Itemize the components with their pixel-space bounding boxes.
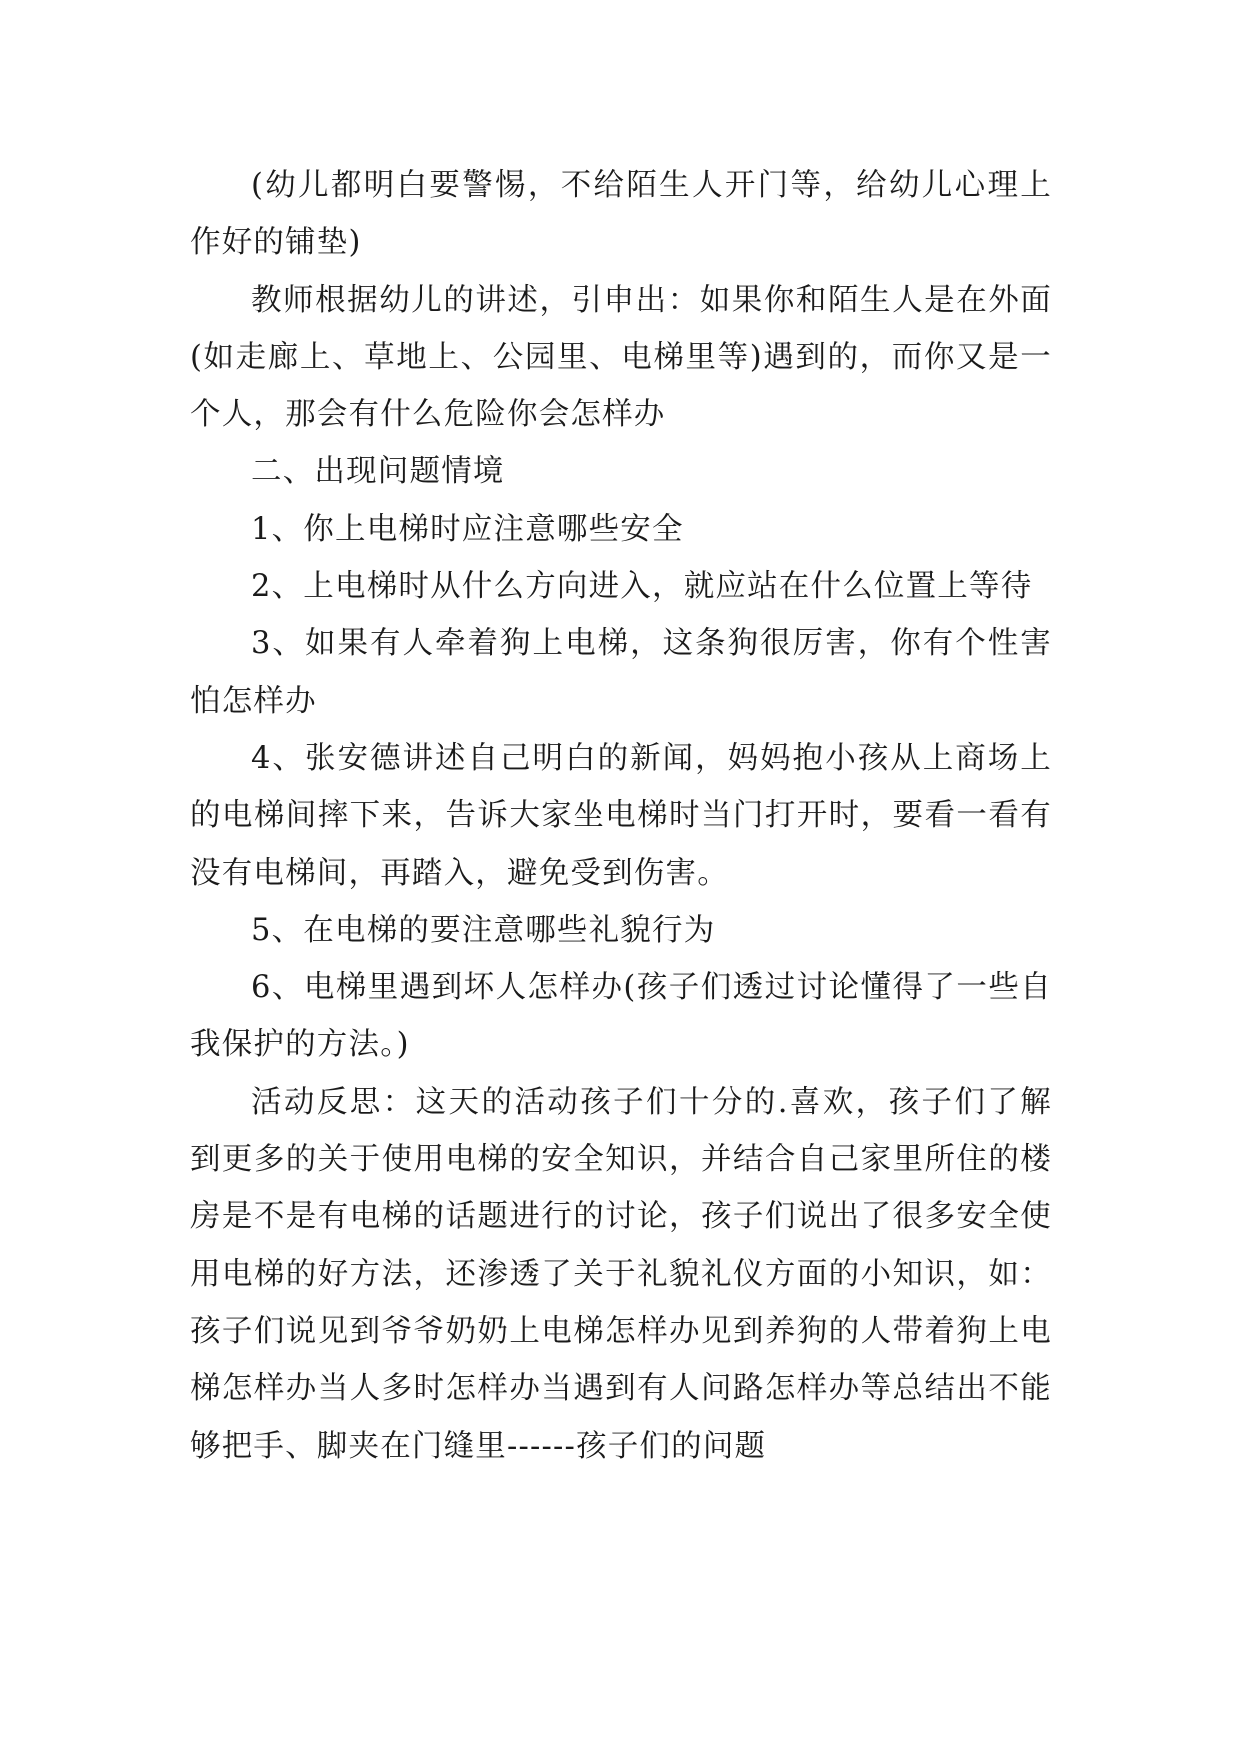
paragraph-reflection: 活动反思：这天的活动孩子们十分的.喜欢，孩子们了解到更多的关于使用电梯的安全知识，并结合自己家里所住的楼房是不是有电梯的话题进行的讨论，孩子们说出了很多安全使用电梯的好方法，还渗透了关于礼貌礼仪方面的小知识，如：孩子们说见到爷爷奶奶上电梯怎样办见到养狗的人带着狗上电梯怎样办当人多时怎样办当遇到有人问路怎样办等总结出不能够把手、脚夹在门缝里------孩子们的问题 bbox=[190, 1084, 1052, 1464]
list-item-1: 1、你上电梯时应注意哪些安全 bbox=[251, 511, 684, 547]
paragraph-intro-note: (幼儿都明白要警惕，不给陌生人开门等，给幼儿心理上作好的铺垫) bbox=[190, 168, 1052, 261]
list-item-6: 6、电梯里遇到坏人怎样办(孩子们透过讨论懂得了一些自我保护的方法。) bbox=[190, 970, 1052, 1063]
list-item-5: 5、在电梯的要注意哪些礼貌行为 bbox=[251, 912, 716, 948]
list-item-4: 4、张安德讲述自己明白的新闻，妈妈抱小孩从上商场上的电梯间摔下来，告诉大家坐电梯时当门打开时，要看一看有没有电梯间，再踏入，避免受到伤害。 bbox=[190, 740, 1052, 891]
document-body bbox=[190, 157, 1052, 1475]
section-heading: 二、出现问题情境 bbox=[251, 454, 505, 490]
list-item-3: 3、如果有人牵着狗上电梯，这条狗很厉害，你有个性害怕怎样办 bbox=[190, 626, 1052, 719]
paragraph-teacher-question: 教师根据幼儿的讲述，引申出：如果你和陌生人是在外面(如走廊上、草地上、公园里、电梯里等)遇到的，而你又是一个人，那会有什么危险你会怎样办 bbox=[190, 282, 1052, 433]
list-item-2: 2、上电梯时从什么方向进入，就应站在什么位置上等待 bbox=[251, 569, 1033, 605]
